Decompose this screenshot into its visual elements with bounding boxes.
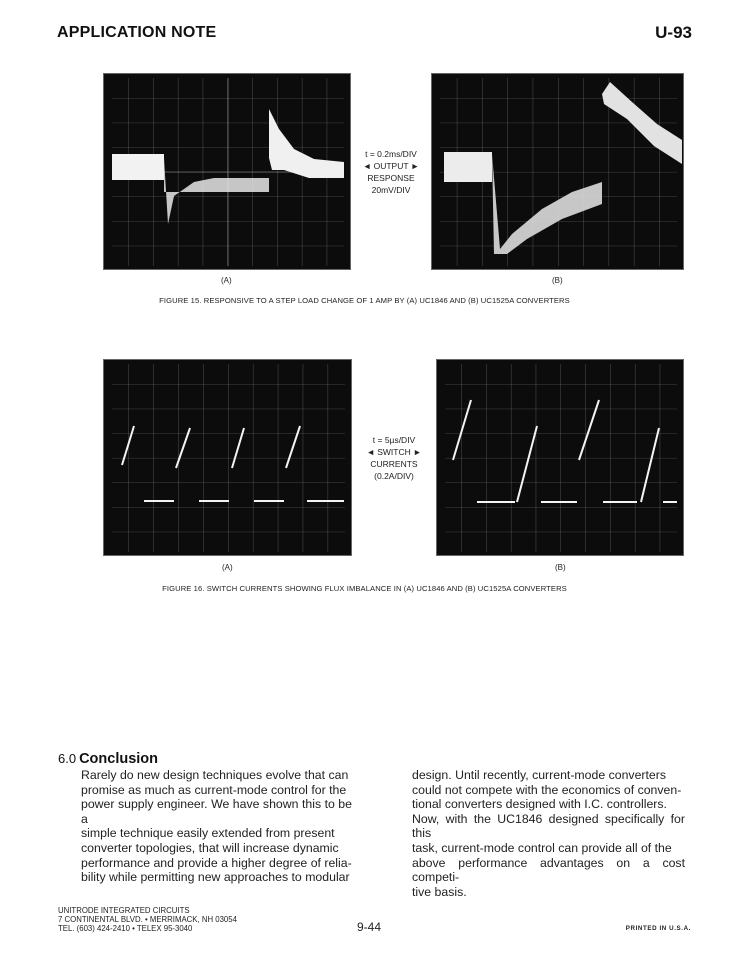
figure16-scope-a — [103, 359, 352, 556]
document-header-title: APPLICATION NOTE — [57, 24, 217, 41]
body-line: could not compete with the economics of conven- — [412, 782, 682, 797]
figure16-signal-row: ◄ SWITCH ► — [366, 447, 422, 457]
document-number: U-93 — [655, 23, 692, 42]
figure15-signal-2: RESPONSE — [367, 173, 415, 183]
figure16-label-a: (A) — [222, 563, 233, 572]
body-line: task, current-mode control can provide all of the — [412, 840, 672, 855]
figure16-caption: FIGURE 16. SWITCH CURRENTS SHOWING FLUX IMBALANCE IN (A) UC1846 AND (B) UC1525A CONVERTERS — [162, 584, 567, 593]
figure15-label-b: (B) — [552, 276, 563, 285]
footer-address: 7 CONTINENTAL BLVD. • MERRIMACK, NH 03054 — [58, 914, 237, 924]
figure15-scope-a-trace — [104, 74, 351, 270]
figure15-caption: FIGURE 15. RESPONSIVE TO A STEP LOAD CHANGE OF 1 AMP BY (A) UC1846 AND (B) UC1525A CONVERTERS — [159, 296, 570, 305]
page-number: 9-44 — [357, 920, 382, 934]
arrow-right-icon: ► — [408, 161, 420, 171]
arrow-right-icon: ► — [410, 447, 422, 457]
body-line: Now, with the UC1846 designed specifically for this — [412, 811, 685, 841]
arrow-left-icon: ◄ — [366, 447, 378, 457]
body-line: tive basis. — [412, 884, 467, 899]
arrow-left-icon: ◄ — [362, 161, 374, 171]
figure15-scale: 20mV/DIV — [371, 185, 411, 195]
figure16-label-b: (B) — [555, 563, 566, 572]
figure15-scope-b — [431, 73, 684, 270]
footer-address-block — [58, 907, 237, 933]
body-line: power supply engineer. We have shown this to be a — [81, 797, 352, 826]
body-column-2 — [412, 768, 685, 899]
figure16-scope-b — [436, 359, 684, 556]
body-line: Rarely do new design techniques evolve that can — [81, 768, 349, 782]
body-line: design. Until recently, current-mode converters — [412, 768, 667, 782]
figure15-signal-row: ◄ OUTPUT ► — [362, 161, 420, 171]
figure15-label-a: (A) — [221, 276, 232, 285]
body-line: performance and provide a higher degree of relia- — [81, 855, 352, 870]
body-line: tional converters designed with I.C. controllers. — [412, 797, 667, 812]
body-line: bility while permitting new approaches to modular — [81, 870, 350, 885]
figure16-scope-a-trace — [104, 360, 352, 556]
footer-contact: TEL. (603) 424-2410 • TELEX 95-3040 — [58, 923, 193, 933]
figure15-timebase: t = 0.2ms/DIV — [365, 149, 417, 159]
section-title: Conclusion — [79, 751, 159, 767]
figure16-timebase: t = 5µs/DIV — [372, 435, 416, 445]
section-heading — [58, 751, 158, 767]
body-line: simple technique easily extended from present — [81, 826, 335, 841]
body-line: promise as much as current-mode control for the — [81, 782, 347, 797]
body-line: above performance advantages on a cost competi- — [412, 855, 685, 885]
body-column-1 — [81, 768, 352, 885]
section-number: 6.0 — [58, 751, 77, 766]
printed-in-label: PRINTED IN U.S.A. — [625, 925, 691, 932]
figure16-scope-b-trace — [437, 360, 684, 556]
figure16-signal-2: CURRENTS — [370, 459, 418, 469]
figure15-scope-a — [103, 73, 351, 270]
body-line: converter topologies, that will increase dynamic — [81, 840, 339, 855]
figure15-scope-b-trace — [432, 74, 684, 270]
figure16-scale: (0.2A/DIV) — [374, 471, 414, 481]
figure16-middle-annotation — [358, 434, 430, 482]
footer-company: UNITRODE INTEGRATED CIRCUITS — [58, 906, 190, 915]
figure15-middle-annotation — [358, 148, 424, 196]
